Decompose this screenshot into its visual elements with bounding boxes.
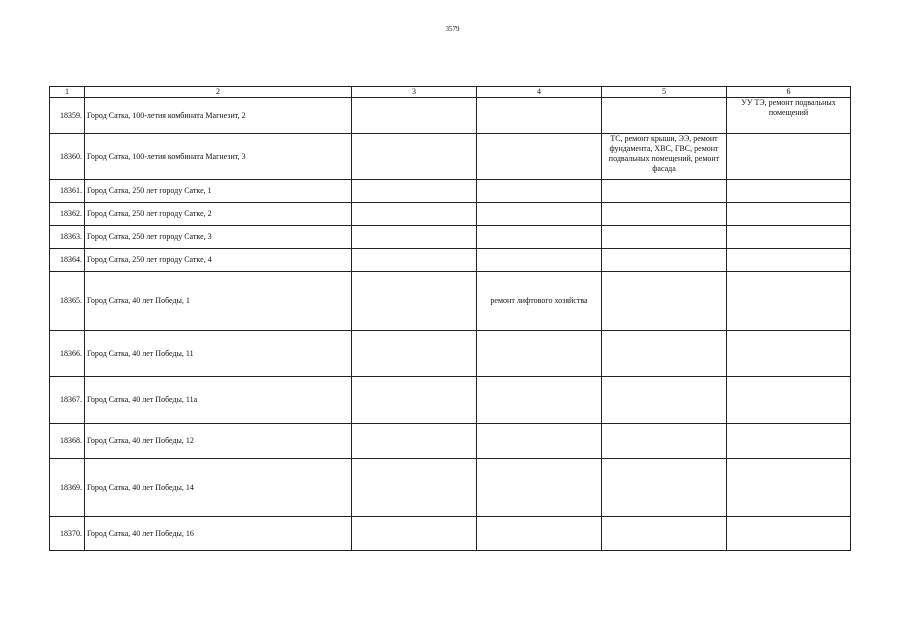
row-number: 18368.	[50, 424, 85, 459]
row-number: 18364.	[50, 249, 85, 272]
table-row	[50, 249, 851, 272]
column-4-cell	[477, 226, 602, 249]
address-cell: Город Сатка, 250 лет городу Сатке, 2	[85, 203, 352, 226]
column-6-cell	[727, 226, 851, 249]
row-number: 18367.	[50, 377, 85, 424]
table-row	[50, 517, 851, 551]
column-5-cell	[602, 203, 727, 226]
table-row	[50, 377, 851, 424]
column-3-cell	[352, 203, 477, 226]
row-number: 18370.	[50, 517, 85, 551]
column-header-4: 4	[477, 87, 602, 98]
column-4-cell	[477, 459, 602, 517]
table-header-row	[50, 87, 851, 98]
register-table	[49, 86, 851, 551]
row-number: 18366.	[50, 331, 85, 377]
column-3-cell	[352, 249, 477, 272]
address-cell: Город Сатка, 100-летия комбината Магнезит, 2	[85, 98, 352, 134]
row-number: 18359.	[50, 98, 85, 134]
column-4-cell	[477, 203, 602, 226]
column-6-cell	[727, 377, 851, 424]
column-5-cell	[602, 459, 727, 517]
column-6-cell	[727, 331, 851, 377]
column-3-cell	[352, 459, 477, 517]
table-row	[50, 180, 851, 203]
column-3-cell	[352, 98, 477, 134]
column-5-cell	[602, 226, 727, 249]
table-row	[50, 134, 851, 180]
column-5-cell	[602, 331, 727, 377]
address-cell: Город Сатка, 40 лет Победы, 11а	[85, 377, 352, 424]
column-header-5: 5	[602, 87, 727, 98]
column-4-cell	[477, 249, 602, 272]
address-cell: Город Сатка, 100-летия комбината Магнезит, 3	[85, 134, 352, 180]
column-header-1: 1	[50, 87, 85, 98]
address-cell: Город Сатка, 40 лет Победы, 12	[85, 424, 352, 459]
column-3-cell	[352, 331, 477, 377]
page-number: 3579	[445, 25, 460, 33]
table-row	[50, 98, 851, 134]
row-number: 18365.	[50, 272, 85, 331]
column-4-cell	[477, 98, 602, 134]
address-cell: Город Сатка, 40 лет Победы, 14	[85, 459, 352, 517]
column-6-cell	[727, 134, 851, 180]
table-row	[50, 226, 851, 249]
table-row	[50, 424, 851, 459]
address-cell: Город Сатка, 40 лет Победы, 1	[85, 272, 352, 331]
column-6-cell	[727, 249, 851, 272]
address-cell: Город Сатка, 40 лет Победы, 11	[85, 331, 352, 377]
address-cell: Город Сатка, 40 лет Победы, 16	[85, 517, 352, 551]
column-4-cell	[477, 180, 602, 203]
address-cell: Город Сатка, 250 лет городу Сатке, 1	[85, 180, 352, 203]
column-6-cell	[727, 203, 851, 226]
column-4-cell: ремонт лифтового хозяйства	[477, 272, 602, 331]
column-3-cell	[352, 134, 477, 180]
column-4-cell	[477, 517, 602, 551]
column-4-cell	[477, 134, 602, 180]
column-3-cell	[352, 226, 477, 249]
column-5-cell	[602, 180, 727, 203]
row-number: 18363.	[50, 226, 85, 249]
column-5-cell	[602, 377, 727, 424]
column-header-2: 2	[85, 87, 352, 98]
column-3-cell	[352, 517, 477, 551]
column-4-cell	[477, 424, 602, 459]
column-3-cell	[352, 377, 477, 424]
row-number: 18361.	[50, 180, 85, 203]
column-6-cell	[727, 424, 851, 459]
column-6-cell	[727, 459, 851, 517]
column-4-cell	[477, 377, 602, 424]
row-number: 18369.	[50, 459, 85, 517]
column-5-cell: ТС, ремонт крыши, ЭЭ, ремонт фундамента, ХВС, ГВС, ремонт подвальных помещений, ремонт фасада	[602, 134, 727, 180]
column-3-cell	[352, 424, 477, 459]
table-row	[50, 459, 851, 517]
column-5-cell	[602, 272, 727, 331]
row-number: 18362.	[50, 203, 85, 226]
table-row	[50, 203, 851, 226]
address-cell: Город Сатка, 250 лет городу Сатке, 4	[85, 249, 352, 272]
row-number: 18360.	[50, 134, 85, 180]
column-3-cell	[352, 272, 477, 331]
column-6-cell: УУ ТЭ, ремонт подвальных помещений	[727, 98, 851, 134]
column-header-3: 3	[352, 87, 477, 98]
column-5-cell	[602, 249, 727, 272]
column-6-cell	[727, 517, 851, 551]
column-6-cell	[727, 272, 851, 331]
column-5-cell	[602, 517, 727, 551]
column-6-cell	[727, 180, 851, 203]
column-5-cell	[602, 424, 727, 459]
table-row	[50, 331, 851, 377]
table-row	[50, 272, 851, 331]
column-4-cell	[477, 331, 602, 377]
column-3-cell	[352, 180, 477, 203]
address-cell: Город Сатка, 250 лет городу Сатке, 3	[85, 226, 352, 249]
column-header-6: 6	[727, 87, 851, 98]
column-5-cell	[602, 98, 727, 134]
